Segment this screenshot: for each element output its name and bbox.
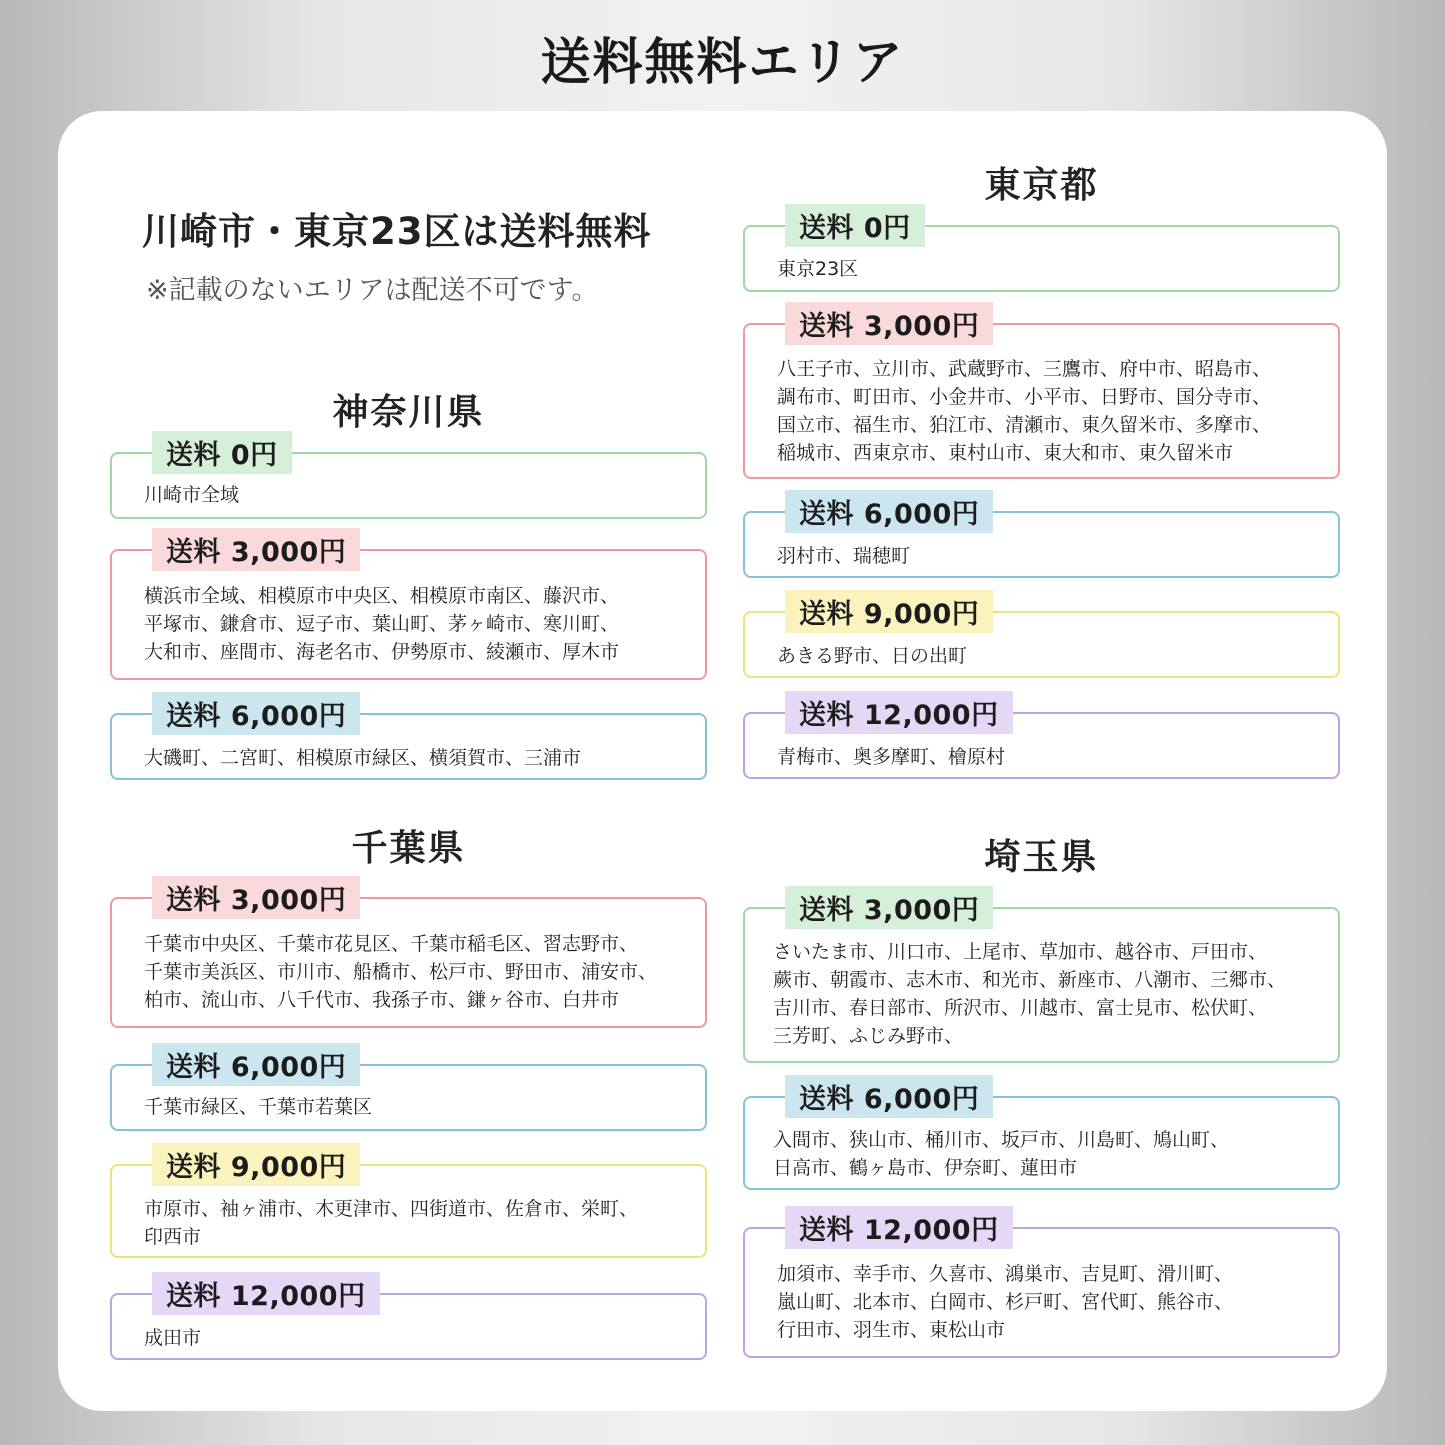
chiba-zone-3000yen-areas: 千葉市中央区、千葉市花見区、千葉市稲毛区、習志野市、 千葉市美浜区、市川市、船橋市、松戸市、野田市、浦安市、 柏市、流山市、八千代市、我孫子市、鎌ヶ谷市、白井市 bbox=[144, 933, 658, 1011]
saitama-zone-12000yen-areas: 加須市、幸手市、久喜市、鴻巣市、吉見町、滑川町、 嵐山町、北本市、白岡市、杉戸町、宮代町、熊谷市、 行田市、羽生市、東松山市 bbox=[777, 1263, 1234, 1341]
chiba-zone-9000yen-areas: 市原市、袖ヶ浦市、木更津市、四街道市、佐倉市、栄町、 印西市 bbox=[144, 1198, 639, 1248]
kanagawa-zone-6000yen-areas: 大磯町、二宮町、相模原市緑区、横須賀市、三浦市 bbox=[144, 747, 582, 769]
saitama-zone-12000yen-fee: 送料 12,000円 bbox=[785, 1206, 1013, 1249]
chiba-zone-6000yen-areas: 千葉市緑区、千葉市若葉区 bbox=[144, 1096, 373, 1118]
chiba-zone-3000yen-fee: 送料 3,000円 bbox=[152, 876, 360, 919]
chiba-zone-12000yen-areas: 成田市 bbox=[144, 1327, 202, 1349]
tokyo-zone-6000yen-fee: 送料 6,000円 bbox=[785, 490, 993, 533]
tokyo-zone-0yen-areas: 東京23区 bbox=[777, 258, 859, 280]
chiba-zone-6000yen-fee: 送料 6,000円 bbox=[152, 1043, 360, 1086]
saitama-zone-6000yen-fee: 送料 6,000円 bbox=[785, 1075, 993, 1118]
intro-headline: 川崎市・東京23区は送料無料 bbox=[142, 210, 652, 253]
kanagawa-zone-3000yen-areas: 横浜市全域、相模原市中央区、相模原市南区、藤沢市、 平塚市、鎌倉市、逗子市、葉山町、茅ヶ崎市、寒川町、 大和市、座間市、海老名市、伊勢原市、綾瀬市、厚木市 bbox=[144, 585, 620, 663]
tokyo-zone-3000yen-fee: 送料 3,000円 bbox=[785, 302, 993, 345]
kanagawa-zone-3000yen-fee: 送料 3,000円 bbox=[152, 528, 360, 571]
tokyo-zone-9000yen-fee: 送料 9,000円 bbox=[785, 590, 993, 633]
page-title: 送料無料エリア bbox=[540, 33, 905, 91]
tokyo-zone-12000yen-fee: 送料 12,000円 bbox=[785, 691, 1013, 734]
saitama-title: 埼玉県 bbox=[984, 837, 1099, 878]
saitama-zone-3000yen-areas: さいたま市、川口市、上尾市、草加市、越谷市、戸田市、 蕨市、朝霞市、志木市、和光市、新座市、八潮市、三郷市、 吉川市、春日部市、所沢市、川越市、富士見市、松伏町、 三芳町、ふじみ野市、 bbox=[773, 941, 1287, 1047]
kanagawa-title: 神奈川県 bbox=[332, 392, 485, 433]
saitama-zone-3000yen-fee: 送料 3,000円 bbox=[785, 886, 993, 929]
kanagawa-zone-0yen-fee: 送料 0円 bbox=[152, 431, 292, 474]
saitama-zone-6000yen-areas: 入間市、狭山市、桶川市、坂戸市、川島町、鳩山町、 日高市、鶴ヶ島市、伊奈町、蓮田市 bbox=[773, 1129, 1230, 1179]
intro-note: ※記載のないエリアは配送不可です。 bbox=[146, 275, 599, 306]
kanagawa-zone-0yen-areas: 川崎市全域 bbox=[144, 484, 240, 506]
tokyo-zone-9000yen-areas: あきる野市、日の出町 bbox=[777, 645, 968, 667]
chiba-zone-12000yen-fee: 送料 12,000円 bbox=[152, 1272, 380, 1315]
tokyo-zone-3000yen bbox=[743, 323, 1340, 479]
tokyo-zone-0yen-fee: 送料 0円 bbox=[785, 204, 925, 247]
chiba-zone-9000yen-fee: 送料 9,000円 bbox=[152, 1143, 360, 1186]
tokyo-zone-12000yen-areas: 青梅市、奥多摩町、檜原村 bbox=[777, 746, 1006, 768]
tokyo-title: 東京都 bbox=[984, 165, 1099, 206]
kanagawa-zone-6000yen-fee: 送料 6,000円 bbox=[152, 692, 360, 735]
tokyo-zone-6000yen-areas: 羽村市、瑞穂町 bbox=[777, 545, 911, 567]
tokyo-zone-3000yen-areas: 八王子市、立川市、武蔵野市、三鷹市、府中市、昭島市、 調布市、町田市、小金井市、小平市、日野市、国分寺市、 国立市、福生市、狛江市、清瀬市、東久留米市、多摩市、 稲城市、西東京市、東村山市、東大和市、東久留米市 bbox=[777, 358, 1272, 464]
saitama-zone-3000yen bbox=[743, 907, 1340, 1063]
chiba-title: 千葉県 bbox=[351, 828, 466, 869]
